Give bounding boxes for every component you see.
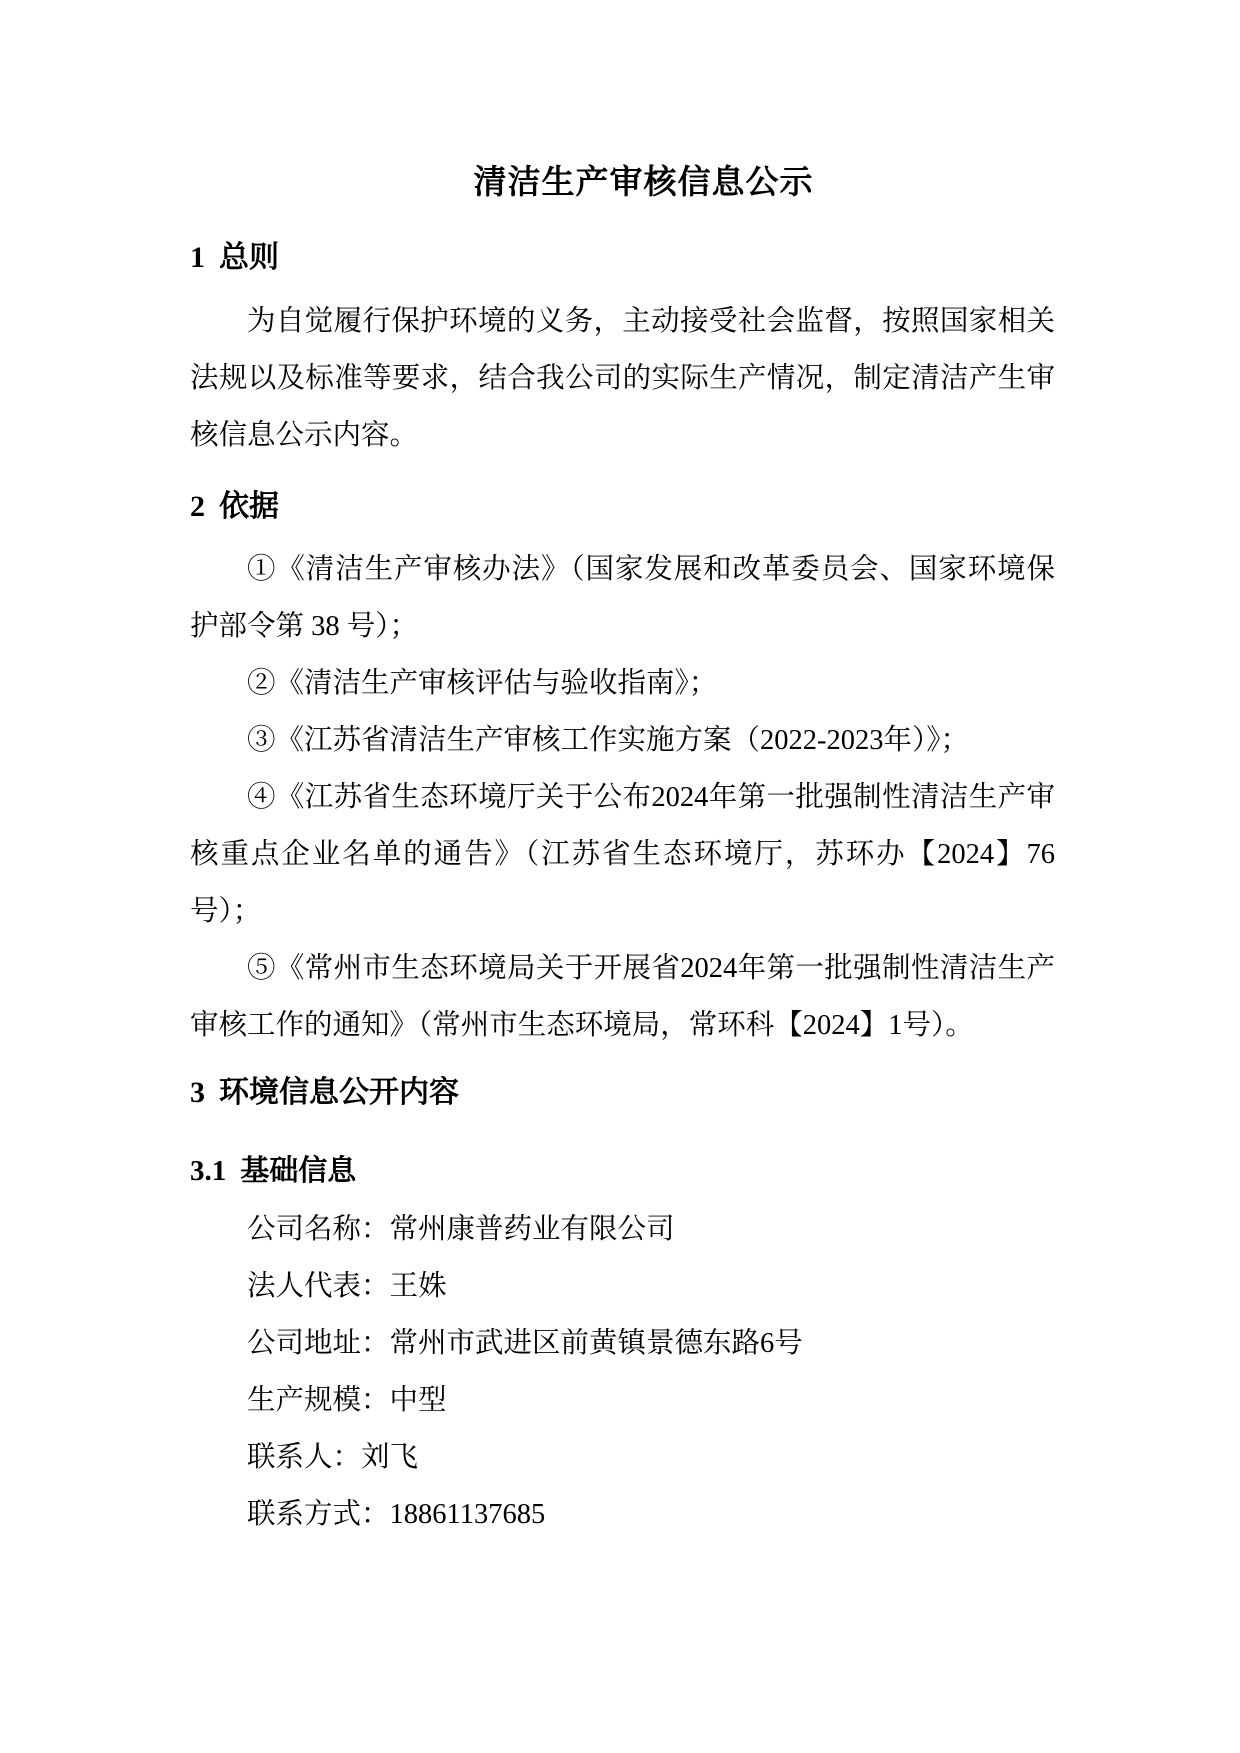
field-contact-phone [190,1486,1055,1543]
field-production-scale [190,1372,1055,1429]
field-production-scale-value: 中型 [389,1385,447,1416]
field-company-address-label: 公司地址： [247,1328,390,1359]
section-1-heading [190,229,1055,286]
field-contact-person-value: 刘飞 [361,1442,419,1473]
field-contact-person [190,1429,1055,1486]
section-3-1-number: 3.1 [190,1155,227,1187]
section-1-title: 总则 [219,241,279,274]
basis-item-1: ①《清洁生产审核办法》（国家发展和改革委员会、国家环境保护部令第 38 号）； [190,554,1055,642]
field-contact-phone-label: 联系方式： [247,1499,390,1530]
field-legal-representative-label: 法人代表： [247,1271,390,1302]
document-content [190,0,1055,1543]
basis-item-3: ③《江苏省清洁生产审核工作实施方案（2022-2023年）》； [247,725,969,756]
section-3-number: 3 [190,1076,205,1109]
section-3-1-heading [190,1143,1055,1200]
field-company-name-value: 常州康普药业有限公司 [389,1214,675,1245]
section-3-title: 环境信息公开内容 [219,1076,459,1109]
field-company-address [190,1315,1055,1372]
section-2-heading [190,478,1055,535]
section-2-title: 依据 [219,490,279,523]
field-contact-person-label: 联系人： [247,1442,362,1473]
basis-item-4: ④《江苏省生态环境厅关于公布2024年第一批强制性清洁生产审核重点企业名单的通告》（江苏省生态环境厅，苏环办【2024】76号）； [190,782,1055,927]
field-contact-phone-value: 18861137685 [389,1499,546,1530]
section-2-number: 2 [190,490,205,523]
section-1-number: 1 [190,241,205,274]
field-company-address-value: 常州市武进区前黄镇景德东路6号 [389,1328,803,1359]
page-title: 清洁生产审核信息公示 [473,165,814,201]
basis-item-5: ⑤《常州市生态环境局关于开展省2024年第一批强制性清洁生产审核工作的通知》（常州市生态环境局，常环科【2024】1号）。 [190,953,1055,1041]
field-company-name-label: 公司名称： [247,1214,390,1245]
field-production-scale-label: 生产规模： [247,1385,390,1416]
field-legal-representative-value: 王姝 [389,1271,447,1302]
field-company-name [190,1201,1055,1258]
section-3-heading [190,1064,1055,1121]
section-3-1-title: 基础信息 [240,1155,357,1187]
basis-item-2: ②《清洁生产审核评估与验收指南》； [247,668,718,699]
section-1-paragraph: 为自觉履行保护环境的义务，主动接受社会监督，按照国家相关法规以及标准等要求，结合我公司的实际生产情况，制定清洁产生审核信息公示内容。 [190,306,1055,451]
field-legal-representative [190,1258,1055,1315]
